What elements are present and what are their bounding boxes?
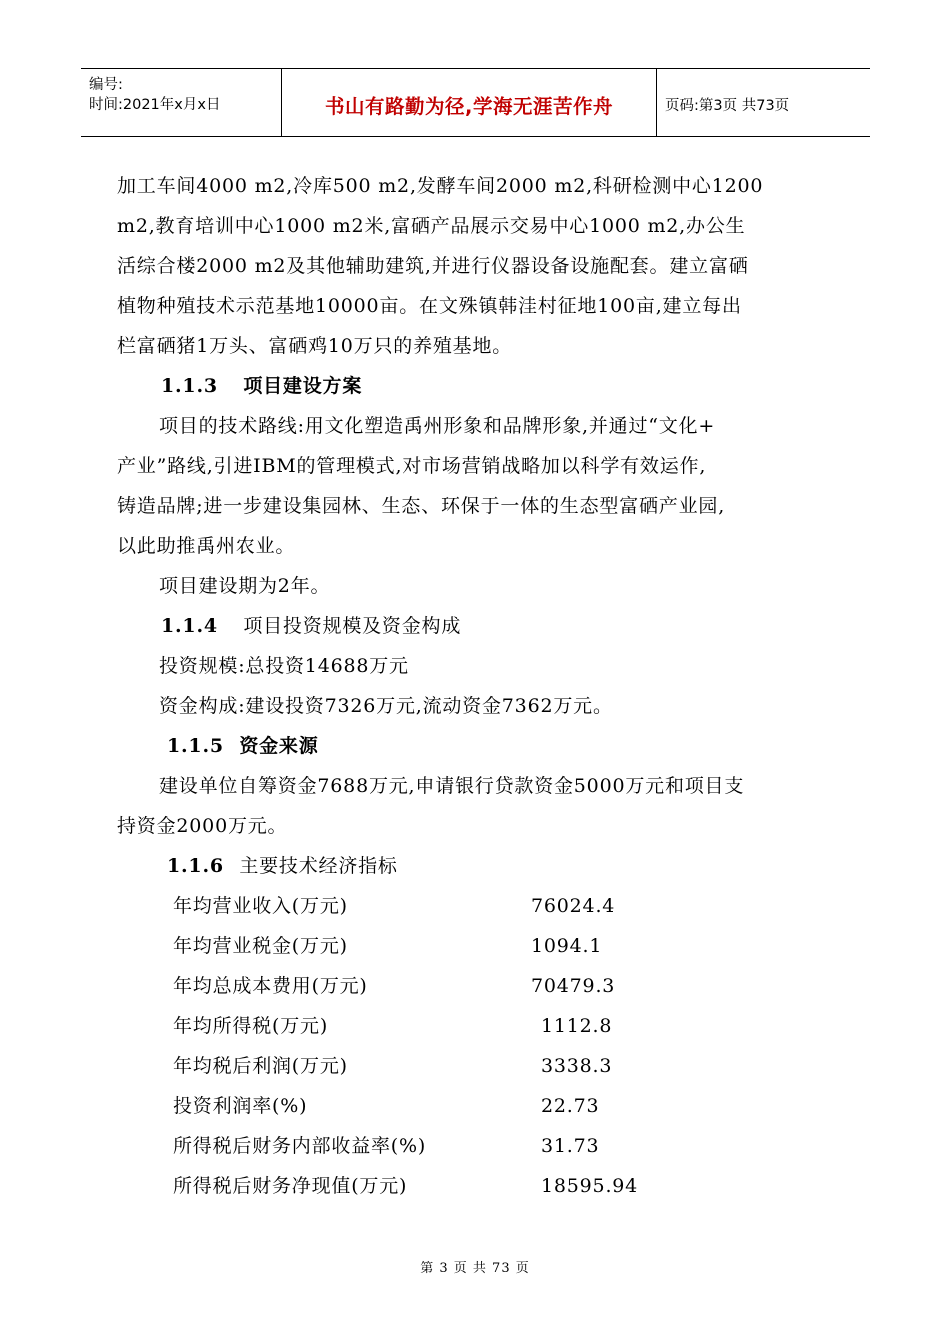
indicator-value: 1112.8 xyxy=(541,1015,613,1037)
indicator-label: 年均税后利润(万元) xyxy=(173,1055,348,1077)
indicator-label: 所得税后财务净现值(万元) xyxy=(173,1175,408,1197)
indicator-row xyxy=(117,966,837,1006)
section-heading-1-1-6 xyxy=(117,846,837,886)
paragraph-line: 产业”路线,引进IBM的管理模式,对市场营销战略加以科学有效运作, xyxy=(117,455,707,477)
indicator-value: 18595.94 xyxy=(541,1175,639,1197)
paragraph-line: 资金构成:建设投资7326万元,流动资金7362万元。 xyxy=(159,695,613,717)
indicator-row xyxy=(117,1046,837,1086)
indicator-row xyxy=(117,1006,837,1046)
indicator-table xyxy=(117,886,837,1206)
indicator-row xyxy=(117,1166,837,1206)
paragraph-line: 以此助推禹州农业。 xyxy=(117,535,296,557)
section-number: 1.1.6 xyxy=(167,855,224,877)
indicator-value: 31.73 xyxy=(541,1135,600,1157)
indicator-value: 1094.1 xyxy=(531,935,603,957)
paragraph-line: 铸造品牌;进一步建设集园林、生态、环保于一体的生态型富硒产业园, xyxy=(117,495,726,517)
header-meta xyxy=(81,69,282,136)
indicator-value: 76024.4 xyxy=(531,895,616,917)
code-label: 编号: xyxy=(89,77,123,93)
indicator-row xyxy=(117,1086,837,1126)
section-number: 1.1.4 xyxy=(161,615,218,637)
indicator-label: 年均所得税(万元) xyxy=(173,1015,329,1037)
section-title: 资金来源 xyxy=(239,735,319,757)
section-number: 1.1.5 xyxy=(167,735,224,757)
paragraph-line: 植物种殖技术示范基地10000亩。在文殊镇韩洼村征地100亩,建立每出 xyxy=(117,295,742,317)
indicator-value: 3338.3 xyxy=(541,1055,613,1077)
time-label: 时间:2021年x月x日 xyxy=(89,97,221,113)
document-body xyxy=(117,166,837,1206)
page-footer: 第 3 页 共 73 页 xyxy=(420,1261,530,1276)
paragraph-line: 持资金2000万元。 xyxy=(117,815,288,837)
indicator-row xyxy=(117,926,837,966)
header-page-info: 页码:第3页 共73页 xyxy=(665,98,790,114)
section-heading-1-1-4 xyxy=(117,606,837,646)
section-number: 1.1.3 xyxy=(161,375,218,397)
paragraph-line: 项目建设期为2年。 xyxy=(159,575,331,597)
indicator-label: 年均总成本费用(万元) xyxy=(173,975,368,997)
section-heading-1-1-3 xyxy=(117,366,837,406)
section-title: 项目建设方案 xyxy=(243,375,363,397)
section-title: 项目投资规模及资金构成 xyxy=(243,615,462,637)
page-header xyxy=(81,68,870,137)
paragraph-line: m2,教育培训中心1000 m2米,富硒产品展示交易中心1000 m2,办公生 xyxy=(117,215,746,237)
indicator-label: 年均营业收入(万元) xyxy=(173,895,348,917)
paragraph-line: 栏富硒猪1万头、富硒鸡10万只的养殖基地。 xyxy=(117,335,513,357)
indicator-label: 投资利润率(%) xyxy=(173,1095,308,1117)
indicator-row xyxy=(117,1126,837,1166)
indicator-row xyxy=(117,886,837,926)
indicator-label: 年均营业税金(万元) xyxy=(173,935,348,957)
paragraph-line: 建设单位自筹资金7688万元,申请银行贷款资金5000万元和项目支 xyxy=(159,775,745,797)
section-heading-1-1-5 xyxy=(117,726,837,766)
paragraph-line: 项目的技术路线:用文化塑造禹州形象和品牌形象,并通过“文化+ xyxy=(159,415,716,437)
indicator-label: 所得税后财务内部收益率(%) xyxy=(173,1135,427,1157)
paragraph-line: 加工车间4000 m2,冷库500 m2,发酵车间2000 m2,科研检测中心1200 xyxy=(117,175,764,197)
indicator-value: 22.73 xyxy=(541,1095,600,1117)
paragraph-line: 投资规模:总投资14688万元 xyxy=(159,655,409,677)
section-title: 主要技术经济指标 xyxy=(239,855,398,877)
indicator-value: 70479.3 xyxy=(531,975,616,997)
header-motto: 书山有路勤为径,学海无涯苦作舟 xyxy=(282,69,657,136)
paragraph-line: 活综合楼2000 m2及其他辅助建筑,并进行仪器设备设施配套。建立富硒 xyxy=(117,255,749,277)
